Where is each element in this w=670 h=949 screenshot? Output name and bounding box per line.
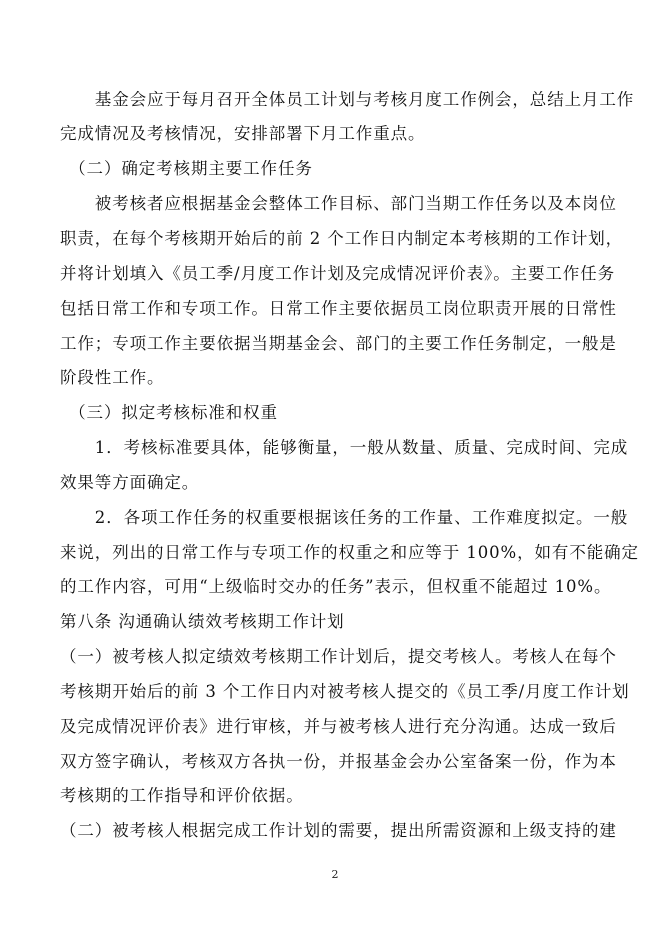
article-heading: 第八条 沟通确认绩效考核期工作计划 [60, 612, 345, 631]
paragraph-line: 阶段性工作。 [60, 368, 165, 387]
section-heading: （二）确定考核期主要工作任务 [60, 159, 313, 178]
paragraph-line: 2．各项工作任务的权重要根据该任务的工作量、工作难度拟定。一般 [60, 508, 629, 527]
paragraph-line: 完成情况及考核情况，安排部署下月工作重点。 [60, 124, 426, 143]
paragraph-line: 来说，列出的日常工作与专项工作的权重之和应等于 100%，如有不能确定 [60, 543, 639, 562]
paragraph-line: （二）被考核人根据完成工作计划的需要，提出所需资源和上级支持的建 [60, 821, 617, 840]
paragraph-line: 考核期开始后的前 3 个工作日内对被考核人提交的《员工季/月度工作计划 [60, 682, 630, 701]
paragraph-line: 职责，在每个考核期开始后的前 2 个工作日内制定本考核期的工作计划， [60, 229, 624, 248]
section-heading: （三）拟定考核标准和权重 [60, 403, 278, 422]
paragraph-line: 被考核者应根据基金会整体工作目标、部门当期工作任务以及本岗位 [60, 194, 617, 213]
paragraph-line: 工作；专项工作主要依据当期基金会、部门的主要工作任务制定，一般是 [60, 334, 617, 353]
paragraph-line: （一）被考核人拟定绩效考核期工作计划后，提交考核人。考核人在每个 [60, 647, 617, 666]
paragraph-line: 及完成情况评价表》进行审核，并与被考核人进行充分沟通。达成一致后 [60, 717, 617, 736]
paragraph-line: 1．考核标准要具体，能够衡量，一般从数量、质量、完成时间、完成 [60, 438, 629, 457]
paragraph-line: 基金会应于每月召开全体员工计划与考核月度工作例会，总结上月工作 [60, 90, 635, 109]
paragraph-line: 考核期的工作指导和评价依据。 [60, 786, 304, 805]
page-number: 2 [331, 868, 339, 881]
paragraph-line: 包括日常工作和专项工作。日常工作主要依据员工岗位职责开展的日常性 [60, 299, 617, 318]
paragraph-line: 双方签字确认，考核双方各执一份，并报基金会办公室备案一份，作为本 [60, 752, 617, 771]
paragraph-line: 的工作内容，可用“上级临时交办的任务”表示，但权重不能超过 10%。 [60, 577, 612, 596]
paragraph-line: 效果等方面确定。 [60, 473, 200, 492]
paragraph-line: 并将计划填入《员工季/月度工作计划及完成情况评价表》。主要工作任务 [60, 264, 616, 283]
